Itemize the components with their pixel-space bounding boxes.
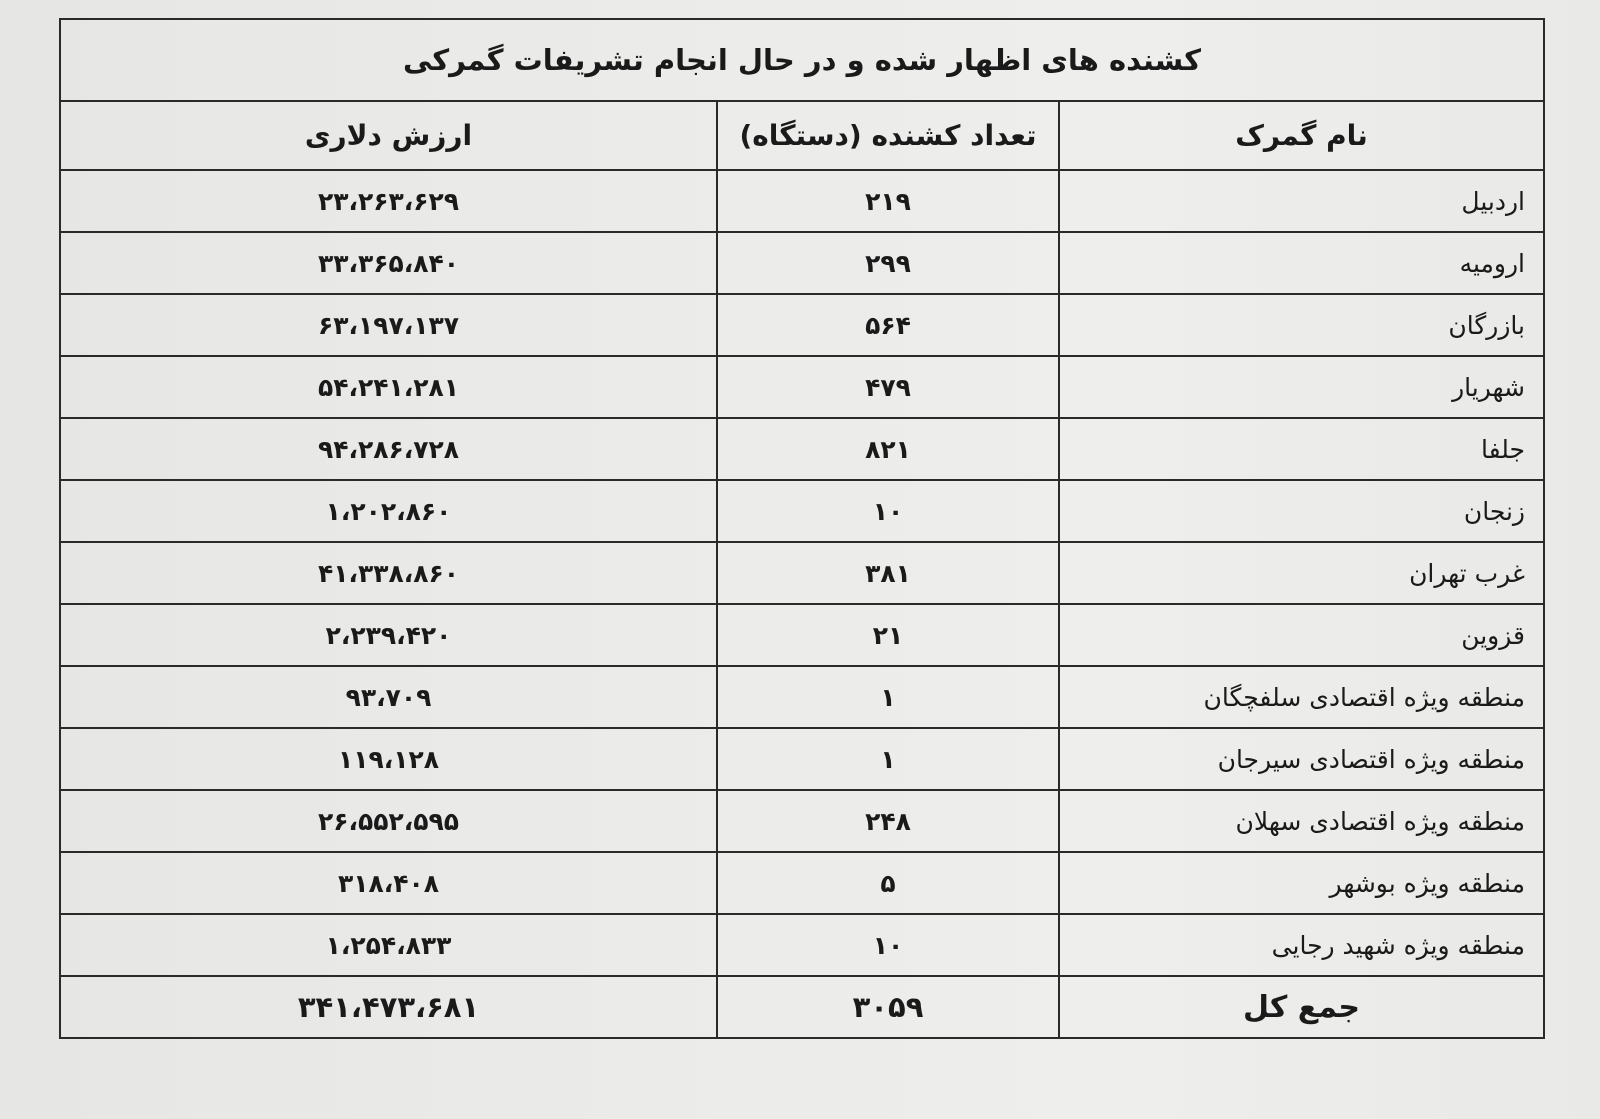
cell-dollar-value: ۴۱،۳۳۸،۸۶۰ <box>60 542 717 604</box>
table-row <box>60 666 1544 728</box>
cell-dollar-value: ۳۳،۳۶۵،۸۴۰ <box>60 232 717 294</box>
cell-dollar-value: ۱۱۹،۱۲۸ <box>60 728 717 790</box>
total-label: جمع کل <box>1059 976 1544 1038</box>
cell-truck-count: ۵ <box>717 852 1059 914</box>
cell-dollar-value: ۵۴،۲۴۱،۲۸۱ <box>60 356 717 418</box>
table-row <box>60 418 1544 480</box>
header-dollar-value: ارزش دلاری <box>60 101 717 170</box>
table-row <box>60 914 1544 976</box>
cell-truck-count: ۲۹۹ <box>717 232 1059 294</box>
cell-dollar-value: ۱،۲۰۲،۸۶۰ <box>60 480 717 542</box>
table-row <box>60 232 1544 294</box>
cell-customs-name: اردبیل <box>1059 170 1544 232</box>
table-body <box>60 170 1544 976</box>
cell-truck-count: ۲۱۹ <box>717 170 1059 232</box>
cell-customs-name: ارومیه <box>1059 232 1544 294</box>
cell-truck-count: ۲۴۸ <box>717 790 1059 852</box>
table-row <box>60 294 1544 356</box>
header-truck-count: تعداد کشنده (دستگاه) <box>717 101 1059 170</box>
cell-dollar-value: ۲۶،۵۵۲،۵۹۵ <box>60 790 717 852</box>
cell-dollar-value: ۹۳،۷۰۹ <box>60 666 717 728</box>
cell-customs-name: منطقه ویژه بوشهر <box>1059 852 1544 914</box>
cell-truck-count: ۴۷۹ <box>717 356 1059 418</box>
cell-customs-name: منطقه ویژه اقتصادی سلفچگان <box>1059 666 1544 728</box>
cell-dollar-value: ۹۴،۲۸۶،۷۲۸ <box>60 418 717 480</box>
table-row <box>60 604 1544 666</box>
total-value: ۳۴۱،۴۷۳،۶۸۱ <box>60 976 717 1038</box>
cell-truck-count: ۱ <box>717 666 1059 728</box>
cell-customs-name: منطقه ویژه شهید رجایی <box>1059 914 1544 976</box>
cell-truck-count: ۱۰ <box>717 480 1059 542</box>
customs-table <box>59 18 1545 1039</box>
cell-dollar-value: ۶۳،۱۹۷،۱۳۷ <box>60 294 717 356</box>
table-row <box>60 356 1544 418</box>
table-row <box>60 542 1544 604</box>
cell-customs-name: غرب تهران <box>1059 542 1544 604</box>
total-row <box>60 976 1544 1038</box>
table-row <box>60 852 1544 914</box>
cell-truck-count: ۵۶۴ <box>717 294 1059 356</box>
table-row <box>60 728 1544 790</box>
table-title: کشنده های اظهار شده و در حال انجام تشریفات گمرکی <box>60 19 1544 101</box>
cell-dollar-value: ۲،۲۳۹،۴۲۰ <box>60 604 717 666</box>
cell-customs-name: شهریار <box>1059 356 1544 418</box>
cell-dollar-value: ۱،۲۵۴،۸۳۳ <box>60 914 717 976</box>
cell-truck-count: ۸۲۱ <box>717 418 1059 480</box>
cell-customs-name: زنجان <box>1059 480 1544 542</box>
cell-customs-name: جلفا <box>1059 418 1544 480</box>
table-row <box>60 170 1544 232</box>
cell-truck-count: ۱ <box>717 728 1059 790</box>
cell-customs-name: قزوین <box>1059 604 1544 666</box>
cell-customs-name: منطقه ویژه اقتصادی سهلان <box>1059 790 1544 852</box>
cell-customs-name: منطقه ویژه اقتصادی سیرجان <box>1059 728 1544 790</box>
cell-truck-count: ۱۰ <box>717 914 1059 976</box>
cell-customs-name: بازرگان <box>1059 294 1544 356</box>
total-count: ۳۰۵۹ <box>717 976 1059 1038</box>
cell-dollar-value: ۳۱۸،۴۰۸ <box>60 852 717 914</box>
table-row <box>60 480 1544 542</box>
cell-truck-count: ۳۸۱ <box>717 542 1059 604</box>
table-row <box>60 790 1544 852</box>
cell-dollar-value: ۲۳،۲۶۳،۶۲۹ <box>60 170 717 232</box>
cell-truck-count: ۲۱ <box>717 604 1059 666</box>
header-customs-name: نام گمرک <box>1059 101 1544 170</box>
